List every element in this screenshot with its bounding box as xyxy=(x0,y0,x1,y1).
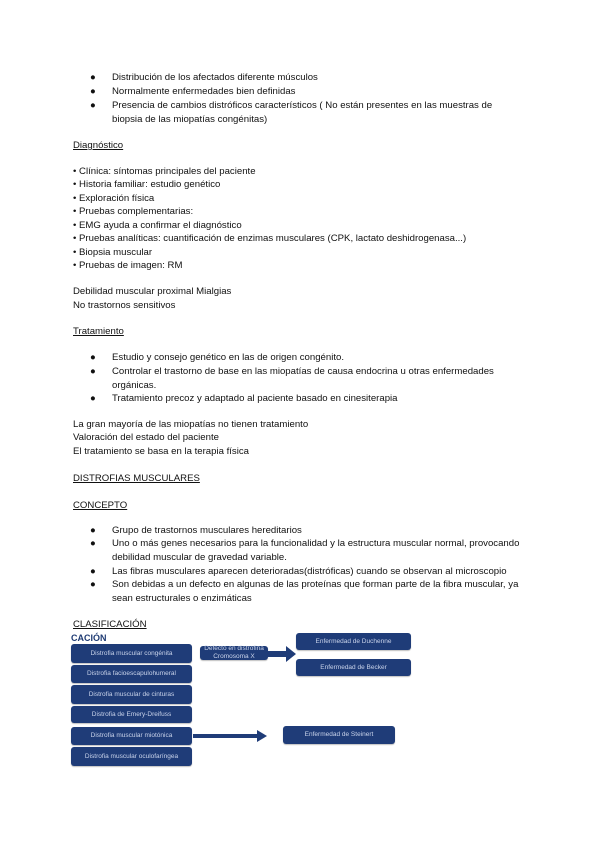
bullet-dot: ● xyxy=(90,525,96,536)
tratamiento-bullet xyxy=(90,351,522,365)
bullet-dot: ● xyxy=(90,538,96,549)
diagnostico-item: • Clínica: síntomas principales del paciente xyxy=(73,166,256,177)
box-distrofia-congenita: Distrofia muscular congénita xyxy=(71,644,192,663)
arrow-icon xyxy=(193,726,283,746)
tratamiento-note: La gran mayoría de las miopatías no tienen tratamiento xyxy=(73,419,309,430)
bullet-text: Las fibras musculares aparecen deterioradas(distróficas) cuando se observan al microscopio xyxy=(112,566,507,577)
concepto-bullet xyxy=(90,578,522,605)
bullet-text: Distribución de los afectados diferente músculos xyxy=(112,72,318,83)
bullet-dot: ● xyxy=(90,72,96,83)
box-enfermedad-becker: Enfermedad de Becker xyxy=(296,659,411,676)
bullet-text: Son debidas a un defecto en algunas de las proteínas que forman parte de la fibra muscular, ya sean estructurales o enzimáticas xyxy=(112,579,519,604)
bullet-text: Normalmente enfermedades bien definidas xyxy=(112,86,296,97)
box-distrofia-miotonica: Distrofia muscular miotónica xyxy=(71,727,192,745)
clasificacion-heading: CLASIFICACIÓN xyxy=(73,619,147,630)
intro-bullet xyxy=(90,71,522,85)
box-defecto-distrofina: Defecto en distrofina Cromosoma X xyxy=(200,646,268,660)
tratamiento-bullet xyxy=(90,365,522,392)
box-distrofia-cinturas: Distrofia muscular de cinturas xyxy=(71,685,192,704)
tratamiento-bullet xyxy=(90,392,522,406)
diagnostico-note: No trastornos sensitivos xyxy=(73,300,176,311)
bullet-text: Controlar el trastorno de base en las miopatías de causa endocrina u otras enfermedades orgánicas. xyxy=(112,366,494,391)
bullet-dot: ● xyxy=(90,100,96,111)
diagnostico-note: Debilidad muscular proximal Mialgias xyxy=(73,286,232,297)
bullet-text: Presencia de cambios distróficos característicos ( No están presentes en las muestras de biopsia de las miopatías congénitas) xyxy=(112,100,493,125)
diagnostico-item: • Historia familiar: estudio genético xyxy=(73,179,221,190)
bullet-dot: ● xyxy=(90,352,96,363)
concepto-bullet xyxy=(90,524,522,538)
diagram-heading: CACIÓN xyxy=(71,633,107,643)
tratamiento-heading: Tratamiento xyxy=(73,326,124,337)
bullet-dot: ● xyxy=(90,393,96,404)
box-distrofia-emery-dreifuss: Distrofia de Emery-Dreifuss xyxy=(71,706,192,723)
bullet-text: Tratamiento precoz y adaptado al paciente basado en cinesiterapia xyxy=(112,393,398,404)
bullet-text: Grupo de trastornos musculares hereditarios xyxy=(112,525,302,536)
concepto-bullet xyxy=(90,537,522,564)
tratamiento-note: Valoración del estado del paciente xyxy=(73,432,219,443)
bullet-dot: ● xyxy=(90,366,96,377)
bullet-text: Estudio y consejo genético en las de origen congénito. xyxy=(112,352,345,363)
box-distrofia-oculofaringea: Distrofia muscular oculofaríngea xyxy=(71,747,192,766)
concepto-heading: CONCEPTO xyxy=(73,500,128,511)
diagnostico-item: • Pruebas complementarias: xyxy=(73,206,194,217)
bullet-dot: ● xyxy=(90,86,96,97)
diagnostico-item: • Pruebas analíticas: cuantificación de enzimas musculares (CPK, lactato deshidrogenasa...) xyxy=(73,233,467,244)
diagnostico-item: • Pruebas de imagen: RM xyxy=(73,260,183,271)
concepto-bullet xyxy=(90,565,522,579)
box-enfermedad-duchenne: Enfermedad de Duchenne xyxy=(296,633,411,650)
box-distrofia-facioescapulohumeral: Distrofia facioescapulohumeral xyxy=(71,665,192,683)
bullet-dot: ● xyxy=(90,579,96,590)
diagnostico-heading: Diagnóstico xyxy=(73,140,124,151)
diagnostico-item: • EMG ayuda a confirmar el diagnóstico xyxy=(73,220,242,231)
diagnostico-item: • Biopsia muscular xyxy=(73,247,153,258)
tratamiento-note: El tratamiento se basa en la terapia física xyxy=(73,446,249,457)
distrofias-heading: DISTROFIAS MUSCULARES xyxy=(73,473,200,484)
diagnostico-item: • Exploración física xyxy=(73,193,155,204)
intro-bullet xyxy=(90,99,522,126)
box-enfermedad-steinert: Enfermedad de Steinert xyxy=(283,726,395,744)
bullet-dot: ● xyxy=(90,566,96,577)
intro-bullet xyxy=(90,85,522,99)
bullet-text: Uno o más genes necesarios para la funcionalidad y la estructura muscular normal, provocando debilidad muscular de gravedad variable. xyxy=(112,538,520,563)
